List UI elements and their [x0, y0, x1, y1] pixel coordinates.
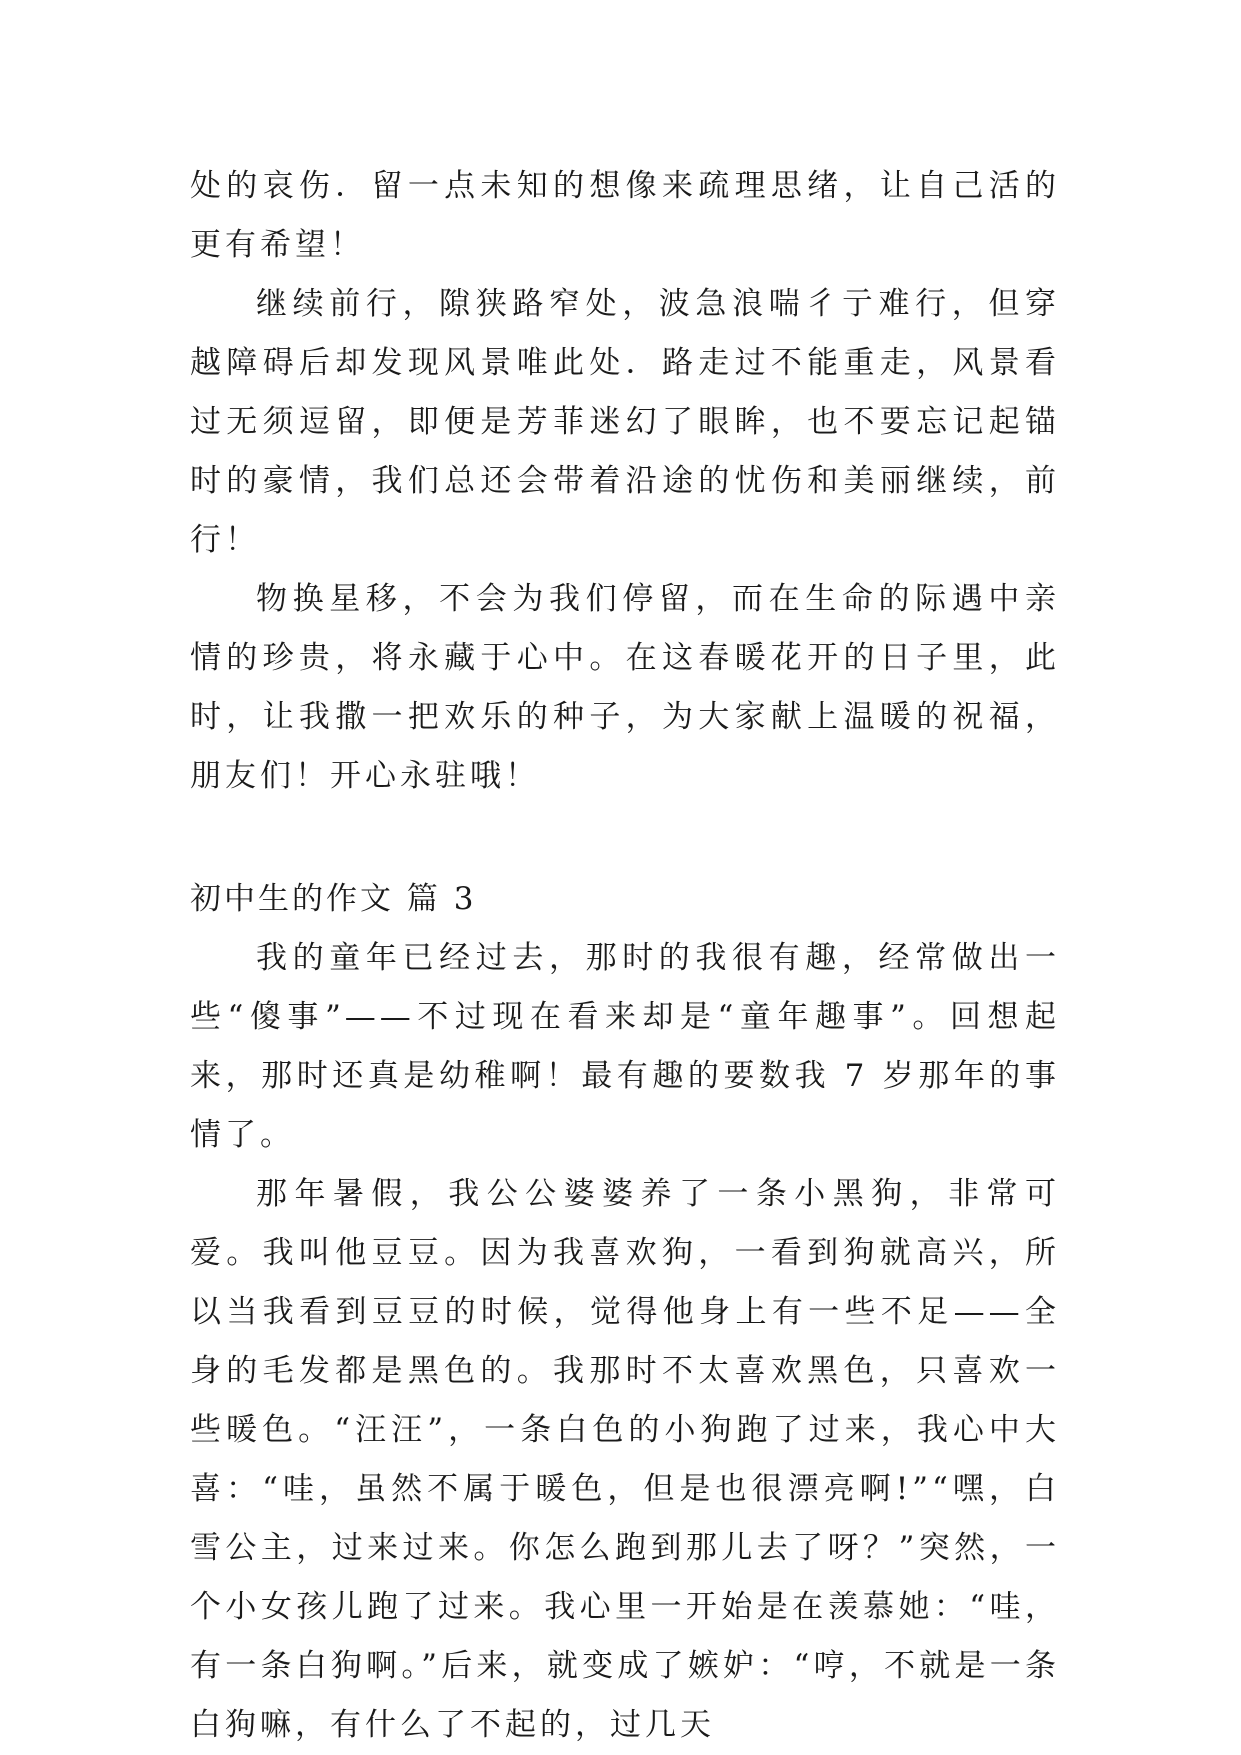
paragraph-continue-forward: 继续前行，隙狭路窄处，波急浪喘彳亍难行，但穿越障碍后却发现风景唯此处．路走过不能重走，风景看过无须逗留，即便是芳菲迷幻了眼眸，也不要忘记起锚时的豪情，我们总还会带着沿途的忧伤和美丽继续，前行！	[190, 286, 1060, 558]
document-body	[190, 157, 1060, 1755]
paragraph-summer-dog: 那年暑假，我公公婆婆养了一条小黑狗，非常可爱。我叫他豆豆。因为我喜欢狗，一看到狗就高兴，所以当我看到豆豆的时候，觉得他身上有一些不足——全身的毛发都是黑色的。我那时不太喜欢黑色，只喜欢一些暖色。“汪汪”，一条白色的小狗跑了过来，我心中大喜：“哇，虽然不属于暖色，但是也很漂亮啊!”“嘿，白雪公主，过来过来。你怎么跑到那儿去了呀？”突然，一个小女孩儿跑了过来。我心里一开始是在羡慕她：“哇，有一条白狗啊。”后来，就变成了嫉妒：“哼，不就是一条白狗嘛，有什么了不起的，过几天	[190, 1176, 1060, 1743]
essay-heading: 初中生的作文 篇 3	[190, 881, 477, 917]
paragraph-blessing: 物换星移，不会为我们停留，而在生命的际遇中亲情的珍贵，将永藏于心中。在这春暖花开的日子里，此时，让我撒一把欢乐的种子，为大家献上温暖的祝福，朋友们！开心永驻哦！	[190, 581, 1060, 794]
paragraph-continuation: 处的哀伤．留一点未知的想像来疏理思绪，让自己活的更有希望！	[190, 168, 1060, 263]
paragraph-childhood: 我的童年已经过去，那时的我很有趣，经常做出一些“傻事”——不过现在看来却是“童年趣事”。回想起来，那时还真是幼稚啊！最有趣的要数我 7 岁那年的事情了。	[190, 940, 1060, 1153]
